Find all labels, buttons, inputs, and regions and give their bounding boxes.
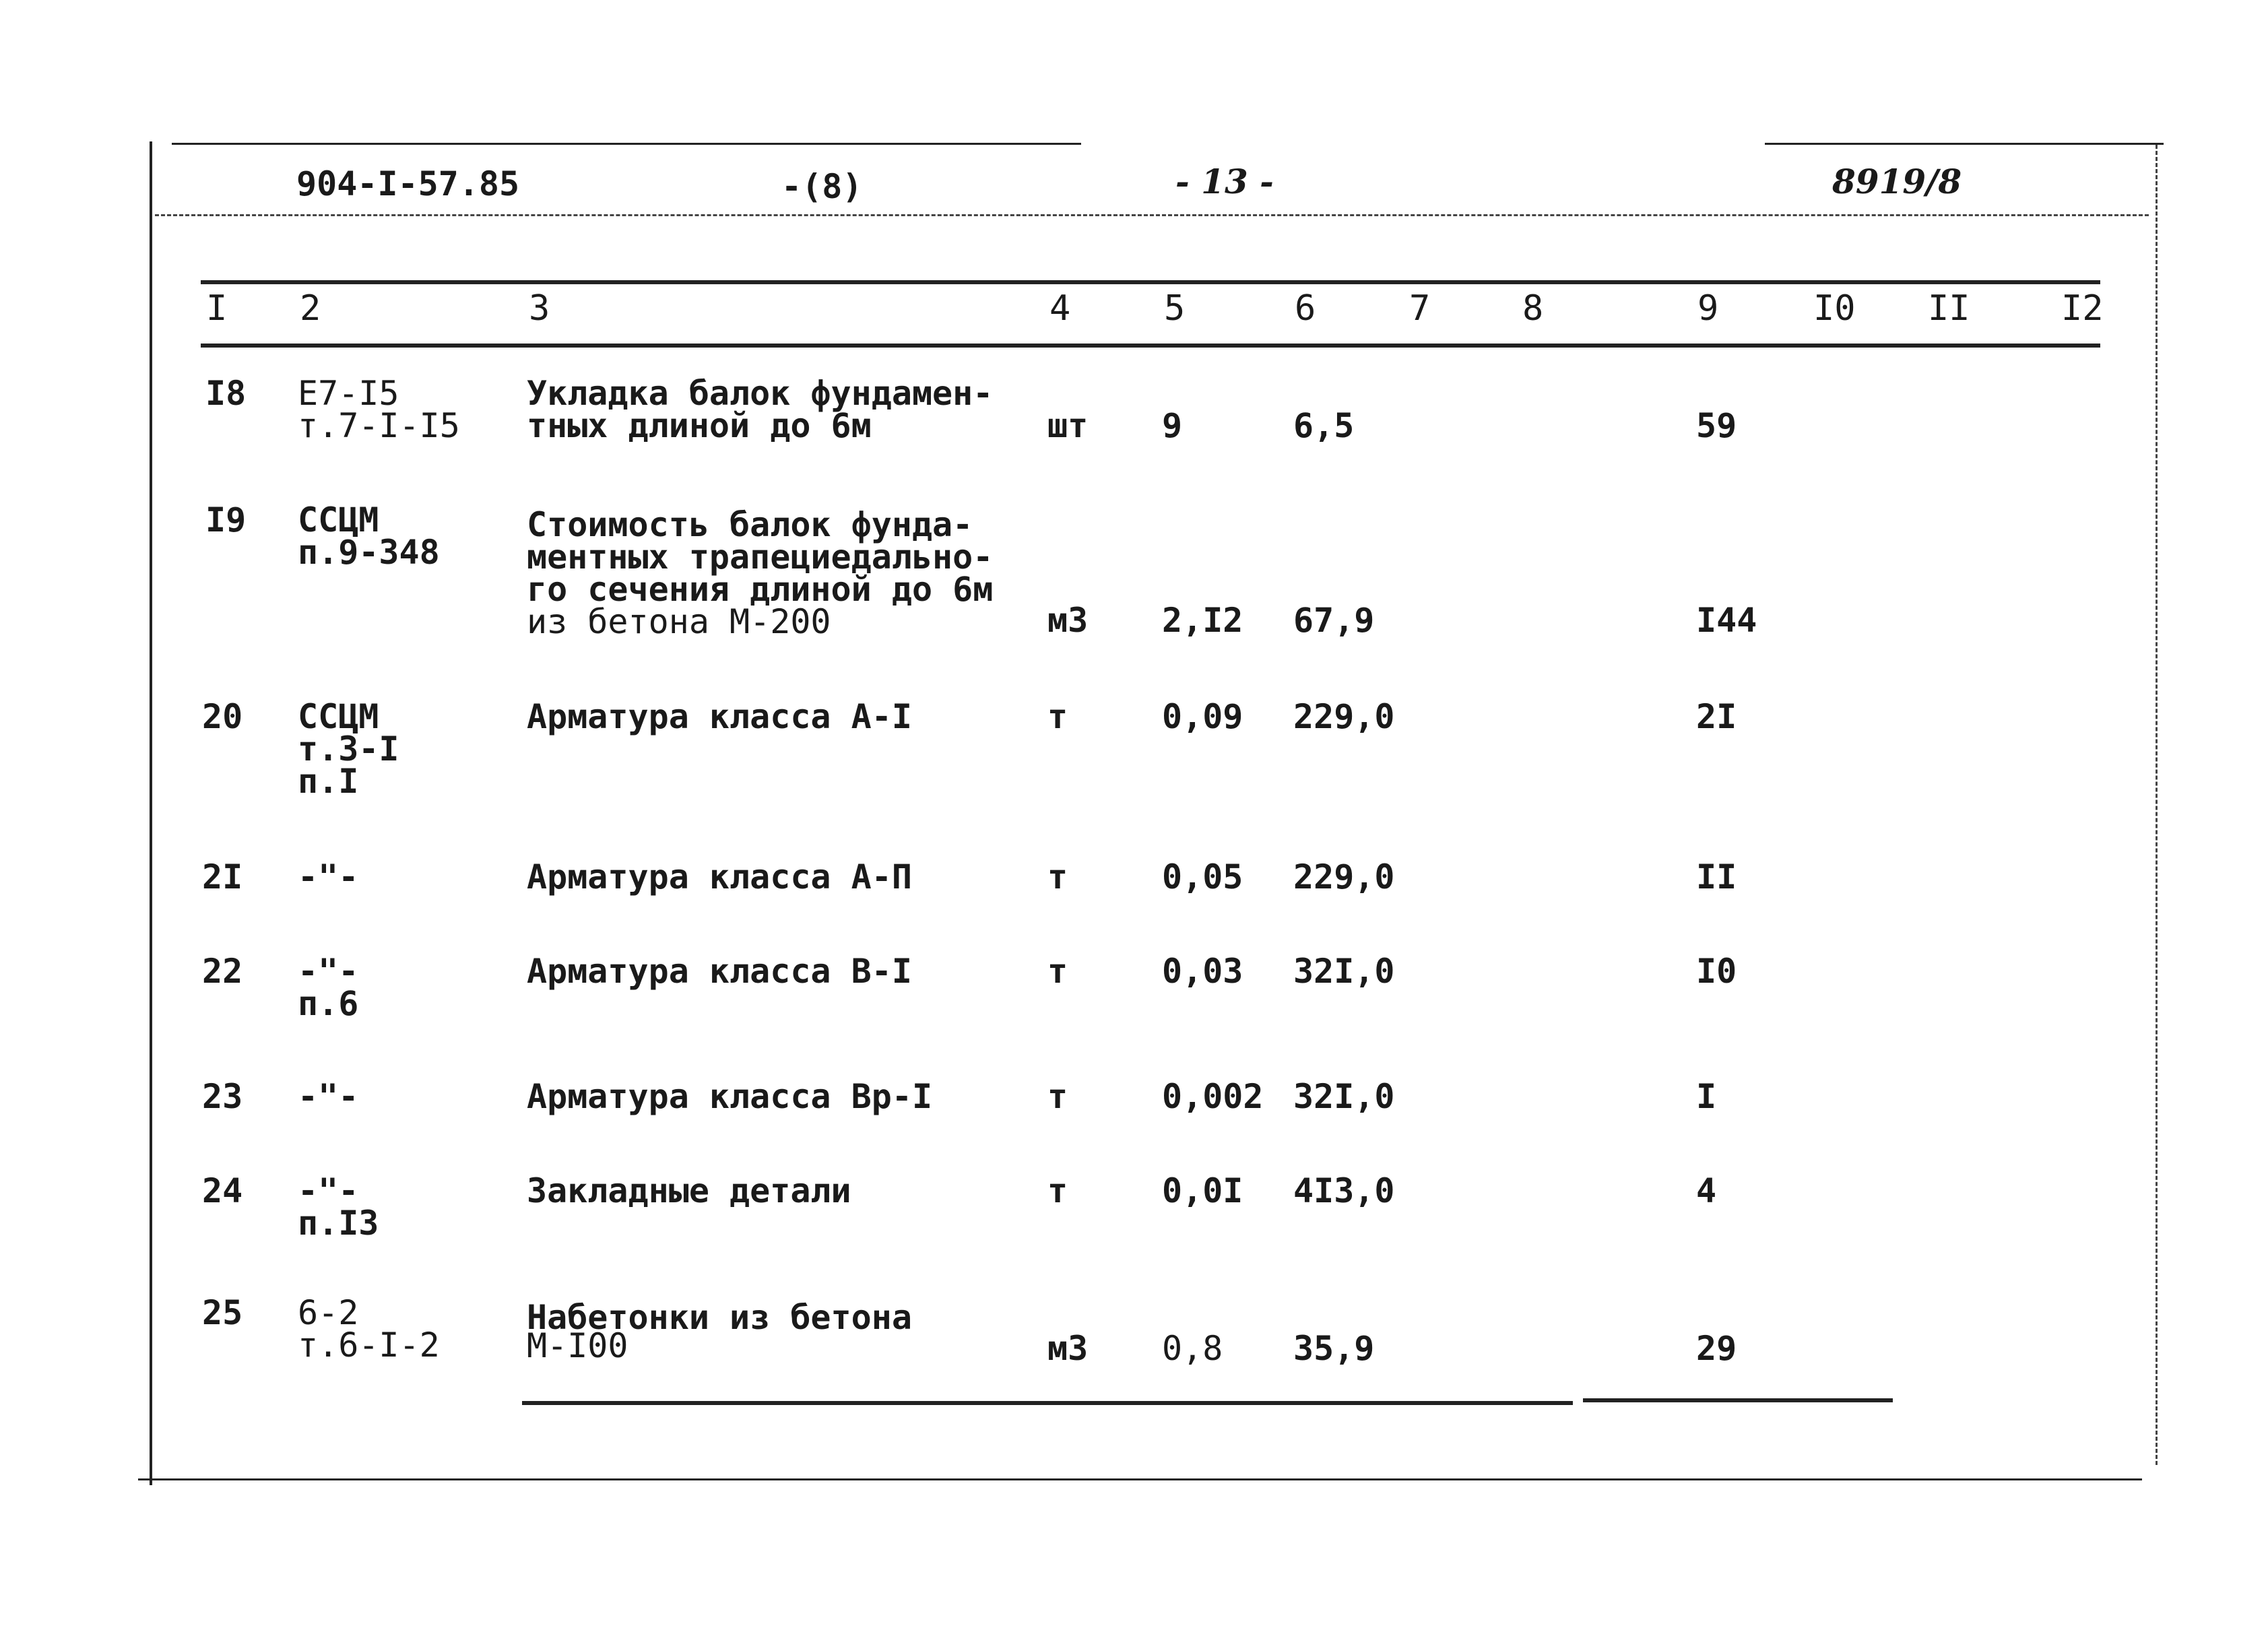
row-quantity: 0,0I [1162,1171,1243,1210]
row-description-line: Арматура класса В-I [527,952,912,991]
header-underline [155,214,2149,216]
column-header-7: 7 [1409,288,1431,329]
row-unit-price: 4I3,0 [1293,1171,1395,1210]
bottom-border [138,1478,2142,1480]
row-number: 23 [202,1077,243,1116]
row-total: I0 [1696,952,1737,991]
row-description-line: Арматура класса А-I [527,697,912,736]
row-unit-price: 32I,0 [1293,1077,1395,1116]
row-number: 24 [202,1171,243,1210]
row-description-line: ментных трапециедально- [527,537,994,577]
table-top-rule [201,280,2100,284]
album-number: 8919/8 [1832,162,1962,201]
row-unit: шт [1047,406,1089,445]
row-quantity: 0,002 [1162,1077,1264,1116]
row-description-line: Стоимость балок фунда- [527,505,973,544]
table-header-rule [201,344,2100,348]
row-code-line: т.7-I-I5 [298,406,460,445]
row-code-line: п.6 [298,984,359,1023]
row-unit-price: 229,0 [1293,857,1395,896]
row-code-line: п.9-348 [298,533,440,572]
row-total: 59 [1696,406,1737,445]
row-code-line: ССЦМ [298,500,379,540]
row-quantity: 9 [1162,406,1183,445]
row-quantity: 0,09 [1162,697,1243,736]
row-unit: т [1047,697,1068,736]
row-code-line: т.6-I-2 [298,1326,440,1365]
section-number: -(8) [781,167,863,206]
column-header-10: I0 [1813,288,1856,329]
row-unit: м3 [1047,601,1089,640]
row-quantity: 0,05 [1162,857,1243,896]
row-code-line: Е7-I5 [298,374,399,413]
column-header-6: 6 [1295,288,1316,329]
row-total: II [1696,857,1737,896]
row-quantity: 0,8 [1162,1329,1223,1368]
row-unit: т [1047,952,1068,991]
row-unit: т [1047,1171,1068,1210]
row-unit-price: 229,0 [1293,697,1395,736]
column-header-3: 3 [529,288,550,329]
row-number: 25 [202,1293,243,1332]
right-border [2156,145,2158,1465]
row-number: 22 [202,952,243,991]
column-header-4: 4 [1049,288,1071,329]
row-code-line: -"- [298,952,359,991]
row-total: 2I [1696,697,1737,736]
row-unit: т [1047,1077,1068,1116]
row-code-line: ССЦМ [298,697,379,736]
table-bottom-rule-right [1583,1398,1893,1402]
row-description-line: М-I00 [527,1326,628,1365]
row-code-line: -"- [298,1077,359,1116]
page-number: - 13 - [1175,162,1274,201]
table-bottom-rule-left [522,1401,1573,1405]
row-number: 20 [202,697,243,736]
row-number: 2I [202,857,243,896]
row-quantity: 2,I2 [1162,601,1243,640]
row-unit-price: 35,9 [1293,1329,1375,1368]
row-code-line: -"- [298,857,359,896]
row-total: I [1696,1077,1717,1116]
row-unit-price: 6,5 [1293,406,1355,445]
row-description-line: го сечения длиной до 6м [527,570,994,609]
row-description-line: Набетонки из бетона [527,1298,912,1337]
top-rule-right [1765,143,2164,145]
row-code-line: -"- [298,1171,359,1210]
document-code: 904-I-57.85 [296,164,520,203]
row-total: I44 [1696,601,1757,640]
row-unit-price: 32I,0 [1293,952,1395,991]
row-total: 29 [1696,1329,1737,1368]
row-description-line: Закладные детали [527,1171,851,1210]
row-code-line: т.3-I [298,729,399,769]
row-description-line: Укладка балок фундамен- [527,374,994,413]
row-number: I8 [205,374,247,413]
row-unit: м3 [1047,1329,1089,1368]
row-description-line: Арматура класса А-П [527,857,912,896]
row-unit: т [1047,857,1068,896]
column-header-11: II [1928,288,1970,329]
left-border [150,141,152,1485]
column-header-1: I [206,288,228,329]
row-unit-price: 67,9 [1293,601,1375,640]
row-description-line: тных длиной до 6м [527,406,872,445]
column-header-9: 9 [1697,288,1719,329]
row-code-line: 6-2 [298,1293,359,1332]
row-number: I9 [205,500,247,540]
row-code-line: п.I [298,762,359,801]
row-description-line: из бетона М-200 [527,602,831,641]
row-quantity: 0,03 [1162,952,1243,991]
row-total: 4 [1696,1171,1717,1210]
column-header-12: I2 [2061,288,2104,329]
column-header-2: 2 [300,288,321,329]
top-rule-left [172,143,1081,145]
column-header-5: 5 [1164,288,1186,329]
column-header-8: 8 [1522,288,1544,329]
row-code-line: п.I3 [298,1204,379,1243]
row-description-line: Арматура класса Вр-I [527,1077,933,1116]
